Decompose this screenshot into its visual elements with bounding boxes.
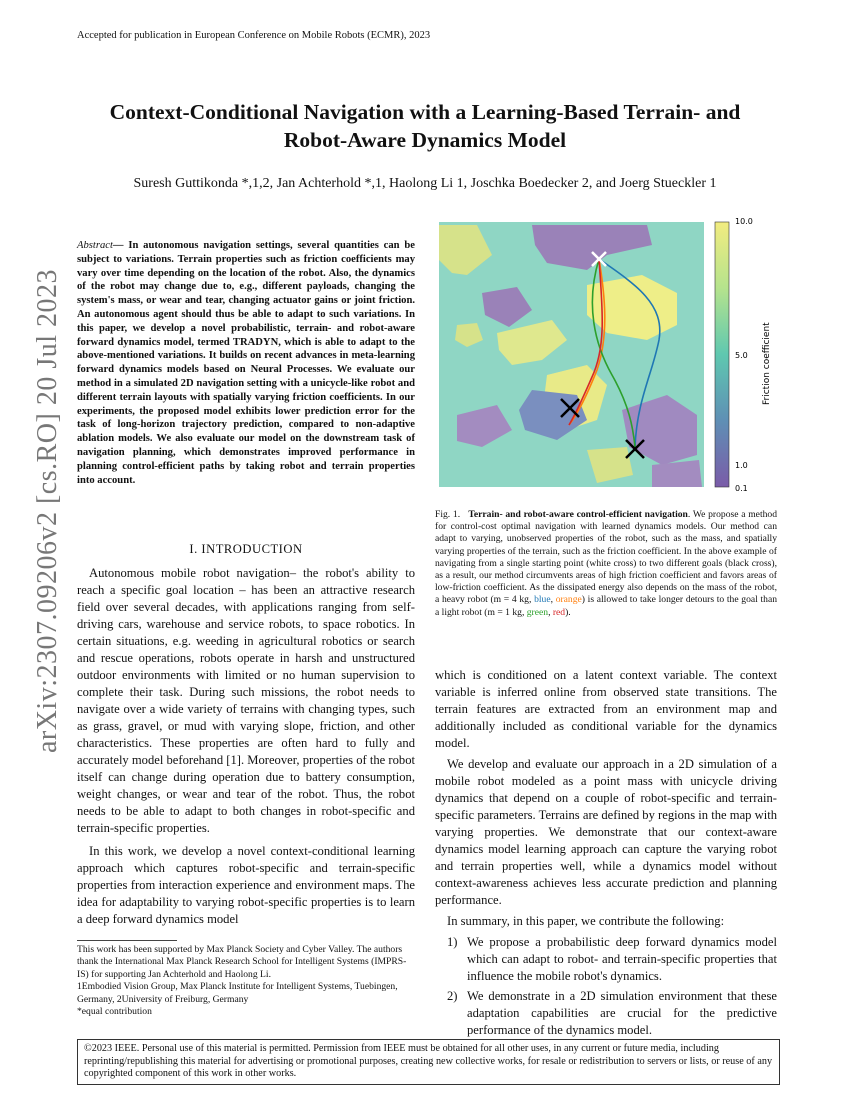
colorbar-tick-1: 1.0 [735,461,748,470]
intro-paragraph-1: Autonomous mobile robot navigation– the robot's ability to reach a specific goal location – has been an attractive research field over several decades, with applications ranging from self-driving cars, warehouse and service robots, to space robotics. In certain situations, e.g. weeding in agricultural robotics or search and rescue operations, robots operate in harsh and unstructured outdoor environments with limited or no human supervision to complete their task. During such missions, the robot needs to navigate over a wide variety of terrains with changing types, such as grass, gravel, or mud with varying slope, friction, and other characteristics. These properties are often hard to fully and accurately model beforehand [1]. Moreover, properties of the robot itself can change during operation due to battery consumption, weight changes, or wear and tear of the robot. Thus, the robot needs to be able to adapt to both changes in robot-specific and terrain-specific properties. [77,566,415,835]
figure-1-caption [435,509,777,619]
caption-text: . We propose a method for control-cost optimal navigation with learned dynamics models. Our method can adapt to varying, unobserved properties of the robot, such as the mass, and spatially varying properties of the terrain, such as the friction coefficient. In the above example of navigating from a single starting point (white cross) to two different goals (black cross), as a result, our method circumvents areas of high friction coefficient and favors areas of low-friction coefficient. As the dissipated energy also depends on the mass of the robot, a heavy robot (m = 4 kg, [435,509,778,606]
contribution-item [435,934,777,985]
abstract [77,239,415,487]
title-line-1: Context-Conditional Navigation with a Learning-Based Terrain- and [109,100,741,124]
contribution-item [435,988,777,1039]
right-paragraph-1: which is conditioned on a latent context variable. The context variable is inferred online from observed state transitions. The terrain features are extracted from an environment map and additionally included as conditional variable for the dynamics model. [435,668,777,750]
colorbar-label: Friction coefficient [762,322,772,405]
contribution-number: 2) [447,989,458,1003]
contribution-text: We demonstrate in a 2D simulation environment that these adaptation capabilities are crucial for the predictive performance of the dynamics model. [467,989,777,1037]
section-heading-introduction: I. INTRODUCTION [189,542,303,556]
right-paragraph-3: In summary, in this paper, we contribute the following: [447,914,725,928]
caption-sep: , [548,606,553,618]
caption-text: ) is allowed to take longer detours to the goal than a light robot (m = 1 kg, [435,594,778,618]
terrain-map [439,222,704,487]
right-paragraph-2: We develop and evaluate our approach in a 2D simulation of a mobile robot modeled as a point mass with unicycle driving dynamics that depend on a couple of robot-specific and terrain-specific parameters. Terrains are defined by regions in the map with varying properties. We demonstrate that our context-aware dynamics model learning approach can capture the varying robot and terrain properties well, while a dynamics model without context-awareness achieves less accurate prediction and planning performance. [435,757,777,907]
caption-text: ). [565,606,571,618]
footnote-funding: This work has been supported by Max Planck Society and Cyber Valley. The authors thank the International Max Planck Research School for Intelligent Systems (IMPRS-IS) for supporting Jan Achterhold and Haolong Li. [77,944,407,980]
abstract-text: — In autonomous navigation settings, several quantities can be subject to variations. Terrain properties such as friction coefficients may vary over time depending on the location of the robot. Also, the dynamics of the robot may change due to, e.g., different payloads, changing the system's mass, or wear and tear, changing actuator gains or joint friction. An autonomous agent should thus be able to adapt to such variations. In this paper, we develop a novel probabilistic, terrain- and robot-aware forward dynamics model, termed TRADYN, which is able to adapt to the above-mentioned variations. It builds on recent advances in meta-learning forward dynamics models based on Neural Processes. We evaluate our method in a simulated 2D navigation setting with a unicycle-like robot and different terrain layouts with spatially varying friction coefficients. In our experiments, the proposed model exhibits lower prediction error for the task of long-horizon trajectory prediction, compared to non-adaptive ablation models. We also evaluate our model on the downstream task of navigation planning, which demonstrates improved performance in planning control-efficient paths by taking robot and terrain properties into account. [77,240,415,486]
title-line-2: Robot-Aware Dynamics Model [283,128,567,152]
footnote-equal-contribution: *equal contribution [77,1006,152,1018]
figure-1 [437,215,777,500]
colorbar-tick-0-1: 0.1 [735,484,748,493]
abstract-label: Abstract [77,240,113,251]
copyright-notice: ©2023 IEEE. Personal use of this material is permitted. Permission from IEEE must be obtained for all other uses, in any current or future media, including reprinting/republishing this material for advertising or promotional purposes, creating new collective works, for resale or redistribution to servers or lists, or reuse of any copyrighted component of this work in other works. [77,1039,780,1085]
author-list: Suresh Guttikonda *,1,2, Jan Achterhold *,1, Haolong Li 1, Joschka Boedecker 2, and Joerg Stueckler 1 [133,176,717,191]
footnote-rule [77,940,177,941]
right-column [435,667,777,1042]
introduction-left-column [77,565,415,934]
caption-sep: , [550,594,556,606]
caption-title: Terrain- and robot-aware control-efficient navigation [468,509,688,520]
footnotes [77,944,417,1018]
footnote-affiliations: 1Embodied Vision Group, Max Planck Institute for Intelligent Systems, Tuebingen, Germany, 2University of Freiburg, Germany [77,981,398,1005]
intro-paragraph-2: In this work, we develop a novel context-conditional learning approach which captures robot-specific and terrain-specific properties from interaction experience and environment maps. The idea for adaptability to varying robot-specific properties is to learn a deep forward dynamics model [77,844,415,926]
contribution-text: We propose a probabilistic deep forward dynamics model which can adapt to robot- and terrain-specific properties that influence the mobile robot's dynamics. [467,935,777,983]
caption-blue: blue [534,594,551,606]
caption-red: red [552,606,566,618]
paper-title [60,98,790,154]
conference-header: Accepted for publication in European Conference on Mobile Robots (ECMR), 2023 [77,30,431,41]
caption-orange: orange [555,594,582,606]
colorbar-tick-10: 10.0 [735,217,753,226]
contribution-number: 1) [447,935,458,949]
caption-label: Fig. 1. [435,509,461,520]
arxiv-watermark: arXiv:2307.09206v2 [cs.RO] 20 Jul 2023 [32,268,63,754]
contribution-list [435,934,777,1039]
caption-green: green [526,606,549,618]
colorbar-tick-5: 5.0 [735,351,748,360]
colorbar [715,222,729,487]
